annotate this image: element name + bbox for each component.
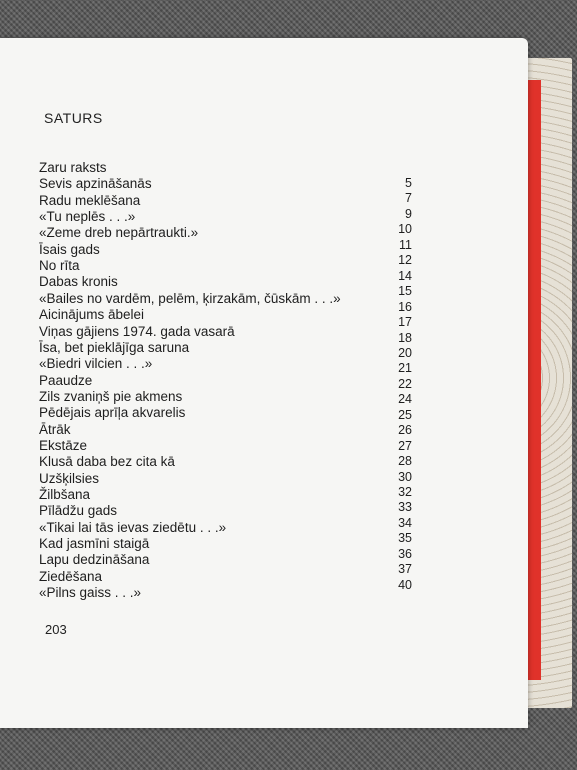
toc-entry-title: Ātrāk [39,421,71,437]
toc-entry-title: Lapu dedzināšana [39,552,150,568]
toc-entry-page: 10 [398,222,412,237]
toc-entry-title: Sevis apzināšanās [39,176,152,192]
toc-entry-title: Pēdējais aprīļa akvarelis [39,405,186,421]
toc-entry-title: Ziedēšana [39,568,103,584]
toc-entry-title: «Biedri vilcien . . .» [39,356,153,372]
toc-entry-page: 24 [398,392,412,407]
toc-entry-title: No rīta [39,258,80,274]
toc-entry-title: Aicinājums ābelei [39,307,145,323]
toc-entry-title: Dabas kronis [39,274,118,290]
toc-entry-title: Īsais gads [39,241,100,257]
toc-entry-title: «Tu neplēs . . .» [39,209,136,225]
toc-entry-title: Zaru raksts [39,160,107,175]
toc-entry-page: 34 [398,515,412,530]
toc-entry-page: 37 [398,562,412,577]
toc-entry-page: 28 [398,454,412,469]
toc-entry-page: 33 [398,500,412,515]
toc-entry-title: «Bailes no vardēm, pelēm, ķirzakām, čūskām . . .» [39,290,341,306]
toc-entry-title: Kad jasmīni staigā [39,536,150,552]
page-number: 203 [45,622,67,637]
toc-entry-page: 35 [398,531,412,546]
toc-entry-page: 18 [398,330,412,345]
toc-entry-title: Klusā daba bez cita kā [39,454,175,470]
toc-entry-page: 14 [398,268,412,283]
toc-entry-page: 5 [405,176,412,190]
toc-entry-title: Zils zvaniņš pie akmens [39,388,183,404]
toc-entry-page: 22 [398,376,412,391]
toc-entry-title: Pīlādžu gads [39,503,118,519]
red-spine-stripe [527,80,541,680]
toc-entry-page: 7 [405,191,412,206]
toc-entry-page: 36 [398,546,412,561]
toc-entry-page: 40 [398,577,412,592]
toc-entry-title: Īsa, bet pieklājīga saruna [39,339,190,355]
toc-entry-title: Radu meklēšana [39,192,141,208]
toc-entry-page: 30 [398,469,412,484]
toc-entry-title: Ekstāze [39,437,88,453]
toc-entry-title: «Tikai lai tās ievas ziedētu . . .» [39,519,227,535]
toc-entry-title: Viņas gājiens 1974. gada vasarā [39,323,235,339]
toc-entry-page: 27 [398,438,412,453]
toc-entry-page: 12 [398,253,412,268]
toc-entry-page: 32 [398,485,412,499]
toc-entry-page: 9 [405,206,412,221]
toc-entry-page: 11 [399,237,412,252]
toc-entry-title: «Zeme dreb nepārtraukti.» [39,225,199,241]
toc-entry-page: 25 [398,407,412,422]
toc-entry-page: 21 [398,361,412,376]
toc-entry-title: Paaudze [39,372,93,388]
toc-entry-page: 15 [398,284,412,299]
toc-entry-page: 16 [398,299,412,314]
contents-heading: SATURS [44,110,103,126]
toc-entry-page: 20 [398,345,412,360]
toc-entry-title: Žilbšana [39,487,91,502]
toc-entry-title: Uzšķilsies [39,470,100,486]
toc-entry-title: «Pilns gaiss . . .» [39,585,142,601]
toc-entry-page: 17 [398,315,412,330]
toc-entry-page: 26 [398,423,412,438]
